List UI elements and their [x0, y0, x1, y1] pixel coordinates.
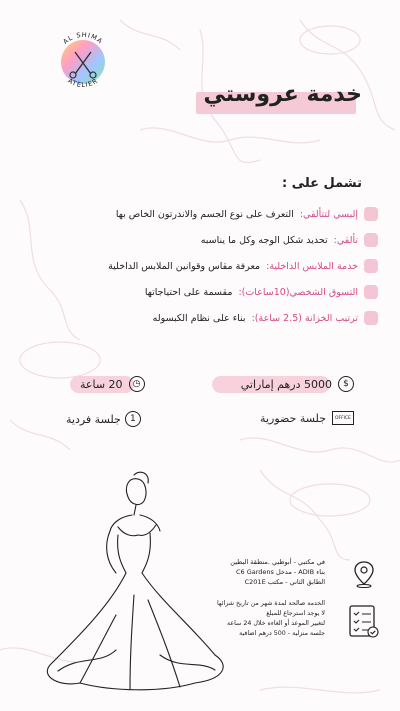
item-text: بناء على نظام الكبسوله — [152, 312, 246, 324]
logo-name-bottom: ATELIER — [66, 76, 100, 90]
item-text: التعرف على نوع الجسم والاندرتون الخاص بها — [115, 208, 294, 220]
attendance — [260, 411, 354, 425]
condition-line: لا يوجد استرجاع للمبلغ — [266, 610, 325, 617]
number-one-icon — [125, 411, 141, 427]
page-title: خدمة عروستي — [203, 82, 362, 107]
condition-line: الخدمة صالحة لمدة شهر من تاريخ شرائها — [216, 600, 325, 607]
logo-name-top: AL SHIMA — [61, 30, 105, 46]
session-number: 1 — [129, 414, 136, 424]
office-icon-label: OFFICE — [334, 415, 352, 421]
address-line: الطابق الثاني - مكتب C201E — [244, 578, 325, 586]
condition-line: لتغيير الموعد أو الغاءه خلال 24 ساعة — [226, 620, 325, 627]
item-label: تألقي: — [333, 234, 358, 246]
item-label: خدمة الملابس الداخلية: — [266, 260, 358, 272]
item-label: إلبسي لتتألقي: — [299, 208, 358, 220]
list-item — [201, 230, 378, 250]
address-line: بناء ADIB - مدخل C6 Gardens — [235, 568, 325, 576]
address-line: في مكتبي - أبوظبي .منطقة البطين — [230, 558, 325, 566]
condition-line: جلسة منزلية - 500 درهم اضافية — [239, 630, 325, 637]
item-text: مقسمة على احتياجاتها — [144, 286, 233, 298]
item-text: تحديد شكل الوجه وكل ما يناسبه — [200, 234, 328, 246]
item-text: معرفة مقاس وقوانين الملابس الداخلية — [108, 260, 261, 272]
clock-icon: ◷ — [129, 376, 145, 392]
list-item — [108, 256, 378, 276]
title-block — [192, 82, 362, 118]
dollar-icon: $ — [338, 376, 354, 392]
price-text: 5000 درهم إماراتي — [240, 377, 332, 391]
duration — [80, 376, 145, 392]
dress-icon — [364, 207, 378, 221]
duration-text: 20 ساعة — [80, 377, 123, 391]
service-conditions — [175, 599, 325, 639]
item-label: التسوق الشخصي(10ساعات): — [238, 286, 358, 298]
location-pin-icon — [352, 560, 376, 588]
includes-heading: تشمل على : — [281, 176, 362, 191]
session-type-text: جلسة فردية — [66, 412, 121, 426]
list-item — [145, 282, 378, 302]
checklist-icon — [348, 604, 380, 640]
lingerie-icon — [364, 259, 378, 273]
session-type — [66, 411, 141, 427]
price — [241, 376, 354, 392]
atelier-logo — [48, 22, 118, 102]
list-item — [116, 204, 378, 224]
list-item — [153, 308, 378, 328]
office-icon — [332, 411, 354, 425]
attendance-text: جلسة حضورية — [260, 411, 326, 425]
wardrobe-icon — [364, 311, 378, 325]
shopping-bag-icon — [364, 285, 378, 299]
item-label: ترتيب الخزانة (2.5 ساعة): — [251, 312, 358, 324]
location-address — [175, 557, 325, 587]
mirror-icon — [364, 233, 378, 247]
